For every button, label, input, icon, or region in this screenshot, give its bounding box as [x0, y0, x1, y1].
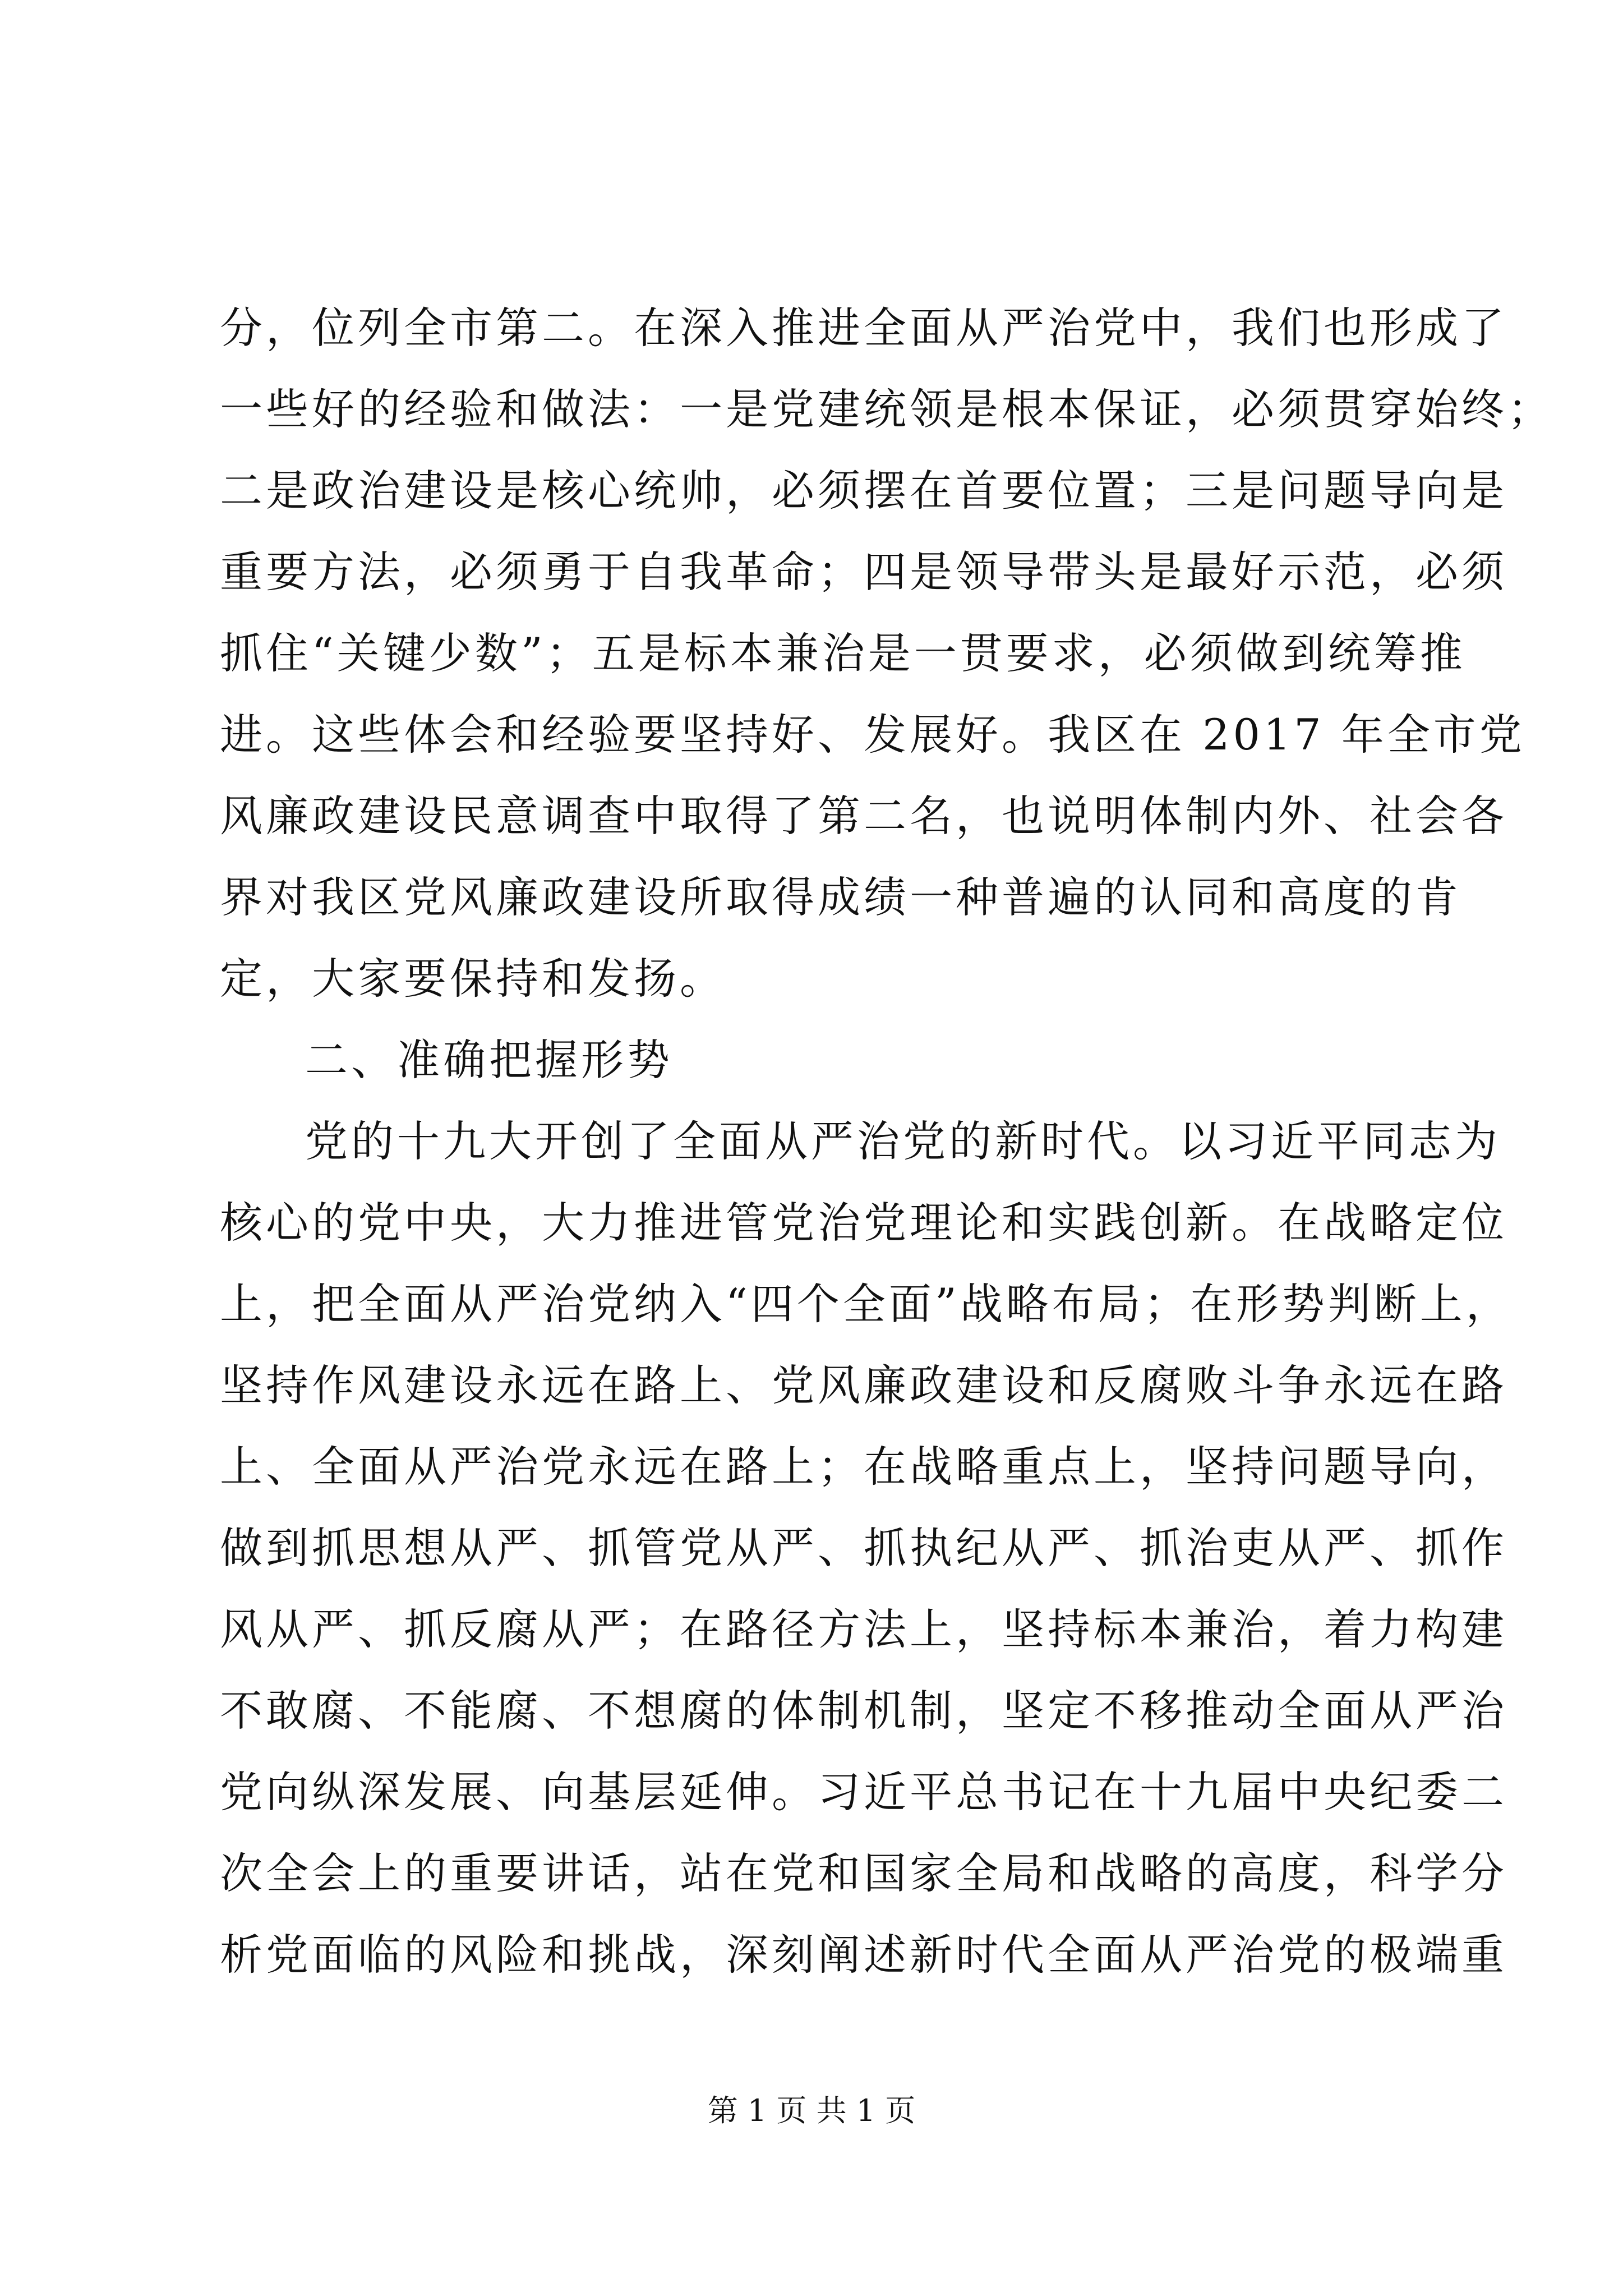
- text-line: 风从严、抓反腐从严；在路径方法上，坚持标本兼治，着力构建: [220, 1604, 1507, 1654]
- text-line: 二是政治建设是核心统帅，必须摆在首要位置；三是问题导向是: [220, 466, 1507, 516]
- text-line: 一些好的经验和做法：一是党建统领是根本保证，必须贯穿始终；: [220, 384, 1553, 434]
- text-line: 界对我区党风廉政建设所取得成绩一种普遍的认同和高度的肯: [220, 872, 1461, 922]
- text-line: 析党面临的风险和挑战，深刻阐述新时代全面从严治党的极端重: [220, 1930, 1507, 1980]
- text-line: 次全会上的重要讲话，站在党和国家全局和战略的高度，科学分: [220, 1848, 1507, 1898]
- text-line: 进。这些体会和经验要坚持好、发展好。我区在 2017 年全市党: [220, 710, 1525, 760]
- text-line: 核心的党中央，大力推进管党治党理论和实践创新。在战略定位: [220, 1198, 1507, 1248]
- section-heading: 二、准确把握形势: [305, 1035, 673, 1085]
- text-line: 分，位列全市第二。在深入推进全面从严治党中，我们也形成了: [220, 303, 1507, 353]
- text-line: 党向纵深发展、向基层延伸。习近平总书记在十九届中央纪委二: [220, 1767, 1507, 1817]
- text-line: 做到抓思想从严、抓管党从严、抓执纪从严、抓治吏从严、抓作: [220, 1523, 1507, 1573]
- text-line: 上，把全面从严治党纳入“四个全面”战略布局；在形势判断上，: [220, 1279, 1512, 1329]
- page-footer: 第 1 页 共 1 页: [707, 2093, 916, 2128]
- text-line: 定，大家要保持和发扬。: [220, 954, 726, 1004]
- text-line: 坚持作风建设永远在路上、党风廉政建设和反腐败斗争永远在路: [220, 1360, 1507, 1410]
- body-text: [220, 287, 1553, 1995]
- text-line: 不敢腐、不能腐、不想腐的体制机制，坚定不移推动全面从严治: [220, 1686, 1507, 1736]
- text-line: 重要方法，必须勇于自我革命；四是领导带头是最好示范，必须: [220, 547, 1507, 597]
- text-line: 抓住“关键少数”；五是标本兼治是一贯要求，必须做到统筹推: [220, 628, 1466, 678]
- text-line: 党的十九大开创了全面从严治党的新时代。以习近平同志为: [305, 1116, 1501, 1166]
- text-line: 风廉政建设民意调查中取得了第二名，也说明体制内外、社会各: [220, 791, 1507, 841]
- text-line: 上、全面从严治党永远在路上；在战略重点上，坚持问题导向，: [220, 1442, 1507, 1492]
